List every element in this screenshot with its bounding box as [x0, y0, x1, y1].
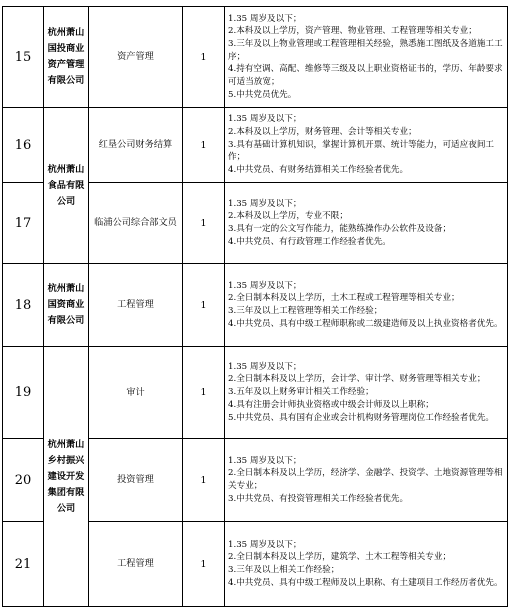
requirements — [225, 347, 508, 439]
requirements — [225, 439, 508, 522]
requirement-line: 3.三年及以上工程管理等相关工作经验； — [228, 306, 383, 316]
requirement-line: 4.中共党员、具有中级工程师职称或二级建造师及以上执业资格者优先。 — [228, 318, 503, 329]
requirement-line: 1.35 周岁及以下； — [228, 198, 302, 209]
requirement-line: 1.35 周岁及以下； — [228, 114, 302, 125]
requirements — [225, 108, 508, 183]
requirement-line: 2.全日制本科及以上学历，土木工程或工程管理等相关专业； — [228, 293, 460, 304]
org-name: 杭州萧山国投商业资产管理有限公司 — [44, 7, 89, 108]
requirement-line: 4.中共党员、有行政管理工作经验者优先。 — [228, 236, 391, 247]
requirement-line: 4.具有注册会计师执业资格或中级会计师及以上职称； — [228, 399, 434, 410]
position-name: 工程管理 — [89, 264, 183, 347]
row-number: 20 — [3, 439, 44, 522]
position-name: 临浦公司综合部文员 — [89, 183, 183, 264]
table-row — [3, 7, 508, 108]
requirement-line: 1.35 周岁及以下； — [228, 361, 302, 372]
requirement-line: 5.中共党员、具有国有企业或会计机构财务管理岗位工作经验者优先。 — [228, 412, 495, 423]
requirement-line: 2.本科及以上学历，专业不限； — [228, 211, 348, 222]
headcount: 1 — [183, 108, 225, 183]
headcount: 1 — [183, 522, 225, 607]
requirements — [225, 7, 508, 108]
requirement-line: 2.本科及以上学历，资产管理、物业管理、工程管理等相关专业； — [228, 26, 477, 37]
requirements — [225, 522, 508, 607]
requirements — [225, 183, 508, 264]
row-number: 17 — [3, 183, 44, 264]
requirement-line: 3.中共党员、有投资管理相关工作经验者优先。 — [228, 493, 409, 504]
requirement-line: 2.全日制本科及以上学历，经济学、金融学、投资学、土地资源管理等相关专业； — [228, 468, 503, 491]
table-row — [3, 347, 508, 439]
position-name: 红垦公司财务结算 — [89, 108, 183, 183]
position-name: 资产管理 — [89, 7, 183, 108]
requirement-line: 4.持有空调、高配、维修等三级及以上职业资格证书的，学历、年龄要求可适当放宽； — [228, 64, 503, 88]
requirements — [225, 264, 508, 347]
table-row — [3, 264, 508, 347]
requirement-line: 3.五年及以上财务审计相关工作经验； — [228, 387, 374, 398]
position-name: 审计 — [89, 347, 183, 439]
requirement-line: 2.本科及以上学历，财务管理、会计等相关专业； — [228, 126, 417, 137]
requirement-line: 2.全日制本科及以上学历，建筑学、土木工程等相关专业； — [228, 552, 452, 563]
org-name: 杭州萧山国资商业有限公司 — [44, 264, 89, 347]
headcount: 1 — [183, 183, 225, 264]
row-number: 18 — [3, 264, 44, 347]
headcount: 1 — [183, 347, 225, 439]
requirement-line: 2.全日制本科及以上学历，会计学、审计学、财务管理等相关专业； — [228, 374, 486, 385]
position-name: 投资管理 — [89, 439, 183, 522]
row-number: 15 — [3, 7, 44, 108]
row-number: 19 — [3, 347, 44, 439]
org-name: 杭州萧山乡村振兴建设开发集团有限公司 — [44, 347, 89, 607]
headcount: 1 — [183, 7, 225, 108]
row-number: 16 — [3, 108, 44, 183]
requirement-line: 1.35 周岁及以下； — [228, 455, 302, 466]
requirement-line: 3.三年及以上相关工作经验； — [228, 565, 340, 575]
table-row — [3, 108, 508, 183]
requirement-line: 4.中共党员、有财务结算相关工作经验者优先。 — [228, 165, 409, 176]
row-number: 21 — [3, 522, 44, 607]
recruitment-table — [2, 6, 508, 607]
requirement-line: 3.具有一定的公文写作能力，能熟练操作办公软件及设备； — [228, 224, 452, 234]
requirement-line: 1.35 周岁及以下； — [228, 280, 302, 291]
requirement-line: 1.35 周岁及以下； — [228, 13, 302, 24]
requirement-line: 5.中共党员优先。 — [228, 89, 297, 100]
headcount: 1 — [183, 439, 225, 522]
headcount: 1 — [183, 264, 225, 347]
org-name: 杭州萧山食品有限公司 — [44, 108, 89, 264]
requirement-line: 3.具有基础计算机知识，掌握计算机开票、统计等能力，可适应夜间工作； — [228, 139, 495, 163]
position-name: 工程管理 — [89, 522, 183, 607]
requirement-line: 4.中共党员、具有中级工程师及以上职称、有土建项目工作经历者优先。 — [228, 577, 503, 588]
requirement-line: 3.三年及以上物业管理或工程管理相关经验，熟悉施工图纸及各道施工工序； — [228, 38, 503, 62]
requirement-line: 1.35 周岁及以下； — [228, 539, 302, 550]
